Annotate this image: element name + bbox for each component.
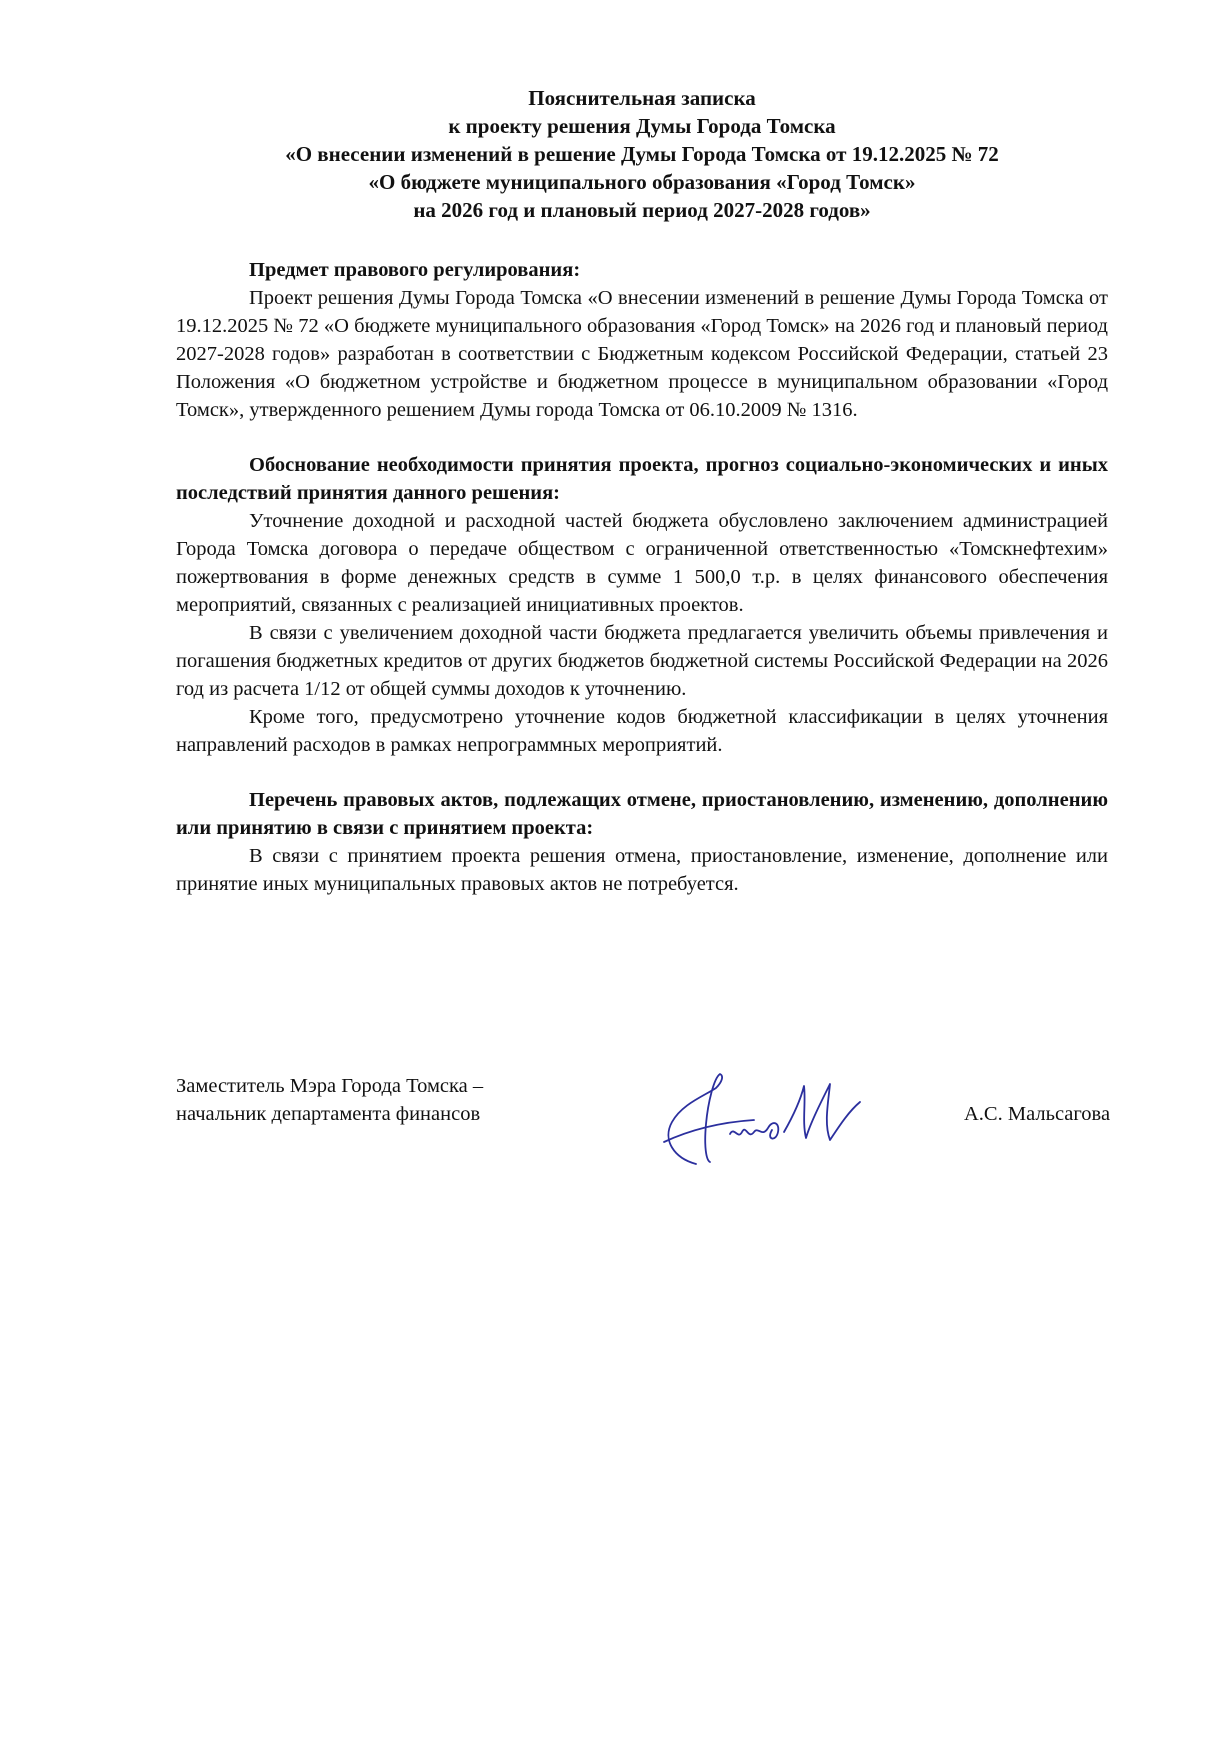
signatory-position: [176, 1072, 596, 1128]
section-spacer: [176, 759, 1108, 786]
document-title: [176, 84, 1108, 224]
document-body: [176, 256, 1108, 898]
title-line: к проекту решения Думы Города Томска: [448, 114, 836, 138]
paragraph: В связи с принятием проекта решения отмена, приостановление, изменение, дополнение или принятие иных муниципальных правовых актов не потребуется.: [176, 845, 1108, 895]
signature-stroke: [730, 1123, 778, 1139]
section-spacer: [176, 424, 1108, 451]
signatory-position-line: Заместитель Мэра Города Томска –: [176, 1075, 484, 1097]
signature-stroke: [668, 1074, 722, 1164]
paragraph: Кроме того, предусмотрено уточнение кодов бюджетной классификации в целях уточнения направлений расходов в рамках непрограммных мероприятий.: [176, 706, 1108, 756]
signatory-position-line: начальник департамента финансов: [176, 1103, 481, 1125]
title-line: «О бюджете муниципального образования «Город Томск»: [368, 170, 916, 194]
signature-block: [176, 1072, 1111, 1192]
signature-stroke: [784, 1084, 860, 1140]
section-heading-subject: Предмет правового регулирования:: [249, 259, 581, 281]
title-line: «О внесении изменений в решение Думы Города Томска от 19.12.2025 № 72: [285, 142, 999, 166]
signature-stroke: [664, 1120, 754, 1142]
paragraph: Проект решения Думы Города Томска «О внесении изменений в решение Думы Города Томска от 19.12.2025 № 72 «О бюджете муниципального образования «Город Томск» на 2026 год и плановый период 2027-2028 годов» разработан в соответствии с Бюджетным кодексом Российской Федерации, статьей 23 Положения «О бюджетном устройстве и бюджетном процессе в муниципальном образовании «Город Томск», утвержденного решением Думы города Томска от 06.10.2009 № 1316.: [176, 287, 1108, 421]
paragraph: Уточнение доходной и расходной частей бюджета обусловлено заключением администрацией Города Томска договора о передаче обществом с ограниченной ответственностью «Томскнефтехим» пожертвования в форме денежных средств в сумме 1 500,0 т.р. в целях финансового обеспечения мероприятий, связанных с реализацией инициативных проектов.: [176, 510, 1108, 616]
title-line: на 2026 год и плановый период 2027-2028 годов»: [413, 198, 871, 222]
section-heading-justification: Обоснование необходимости принятия проекта, прогноз социально-экономических и иных последствий принятия данного решения:: [176, 454, 1108, 504]
title-line: Пояснительная записка: [528, 86, 756, 110]
signatory-name: А.С. Мальсагова: [964, 1103, 1111, 1125]
paragraph: В связи с увеличением доходной части бюджета предлагается увеличить объемы привлечения и погашения бюджетных кредитов от других бюджетов бюджетной системы Российской Федерации на 2026 год из расчета 1/12 от общей суммы доходов к уточнению.: [176, 622, 1108, 700]
section-heading-legal-acts: Перечень правовых актов, подлежащих отмене, приостановлению, изменению, дополнению или принятию в связи с принятием проекта:: [176, 789, 1108, 839]
handwritten-signature: [634, 1062, 914, 1182]
